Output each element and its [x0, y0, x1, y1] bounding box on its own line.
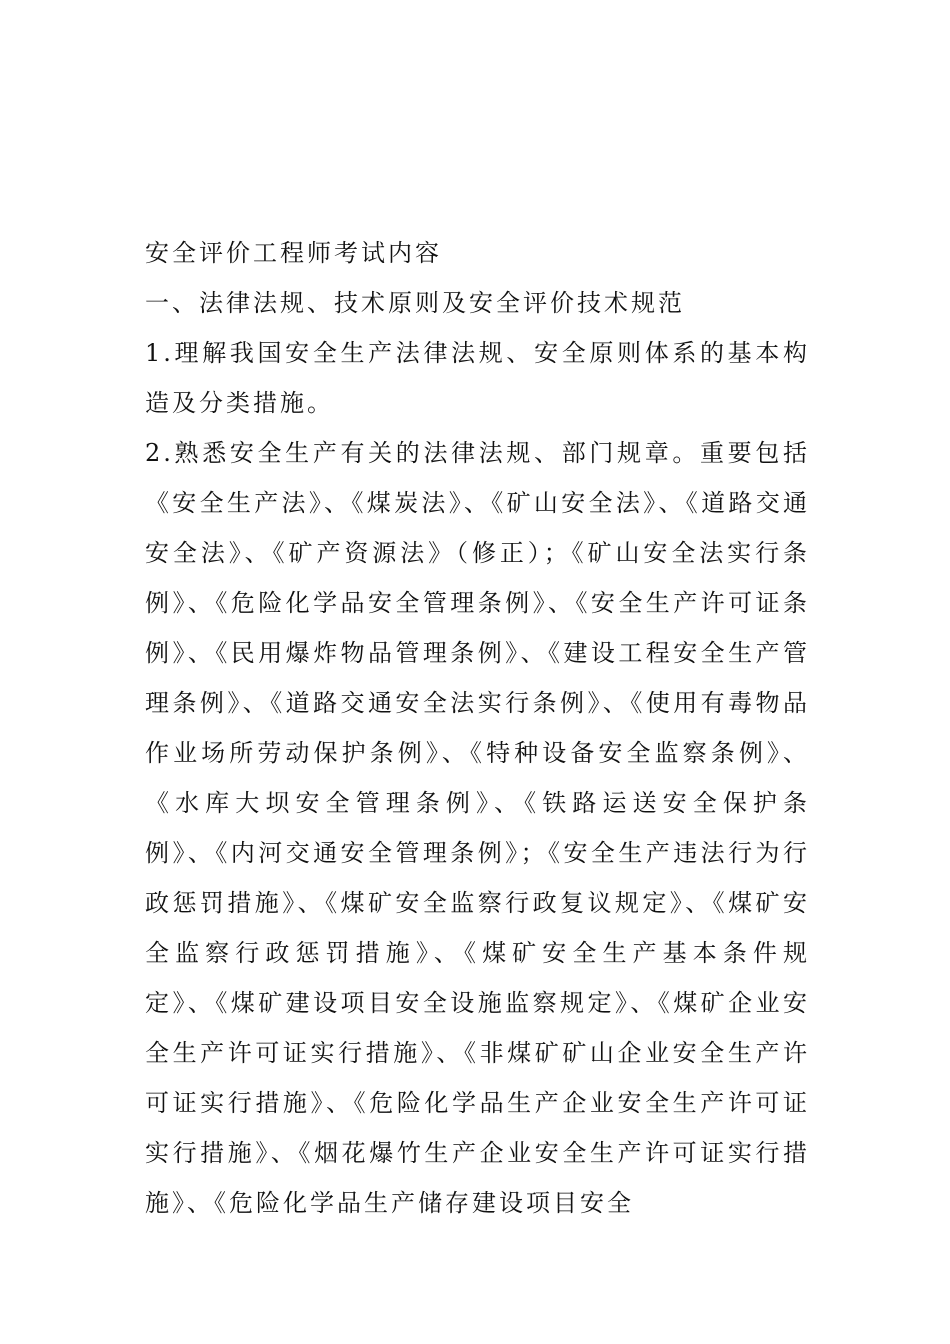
- paragraph-item-1: 1.理解我国安全生产法律法规、安全原则体系的基本构造及分类措施。: [145, 339, 810, 417]
- paragraph-item-2: 2.熟悉安全生产有关的法律法规、部门规章。重要包括《安全生产法》、《煤炭法》、《矿山安全法》、《道路交通安全法》、《矿产资源法》（修正）；《矿山安全法实行条例》、《危险化学品安全管理条例》、《安全生产许可证条例》、《民用爆炸物品管理条例》、《建设工程安全生产管理条例》、《道路交通安全法实行条例》、《使用有毒物品作业场所劳动保护条例》、《特种设备安全监察条例》、《水库大坝安全管理条例》、《铁路运送安全保护条例》、《内河交通安全管理条例》；《安全生产违法行为行政惩罚措施》、《煤矿安全监察行政复议规定》、《煤矿安全监察行政惩罚措施》、《煤矿安全生产基本条件规定》、《煤矿建设项目安全设施监察规定》、《煤矿企业安全生产许可证实行措施》、《非煤矿矿山企业安全生产许可证实行措施》、《危险化学品生产企业安全生产许可证实行措施》、《烟花爆竹生产企业安全生产许可证实行措施》、《危险化学品生产储存建设项目安全: [145, 439, 810, 1217]
- section-heading: 一、法律法规、技术原则及安全评价技术规范: [145, 289, 685, 317]
- document-body: [145, 228, 810, 1228]
- document-title: 安全评价工程师考试内容: [145, 239, 442, 267]
